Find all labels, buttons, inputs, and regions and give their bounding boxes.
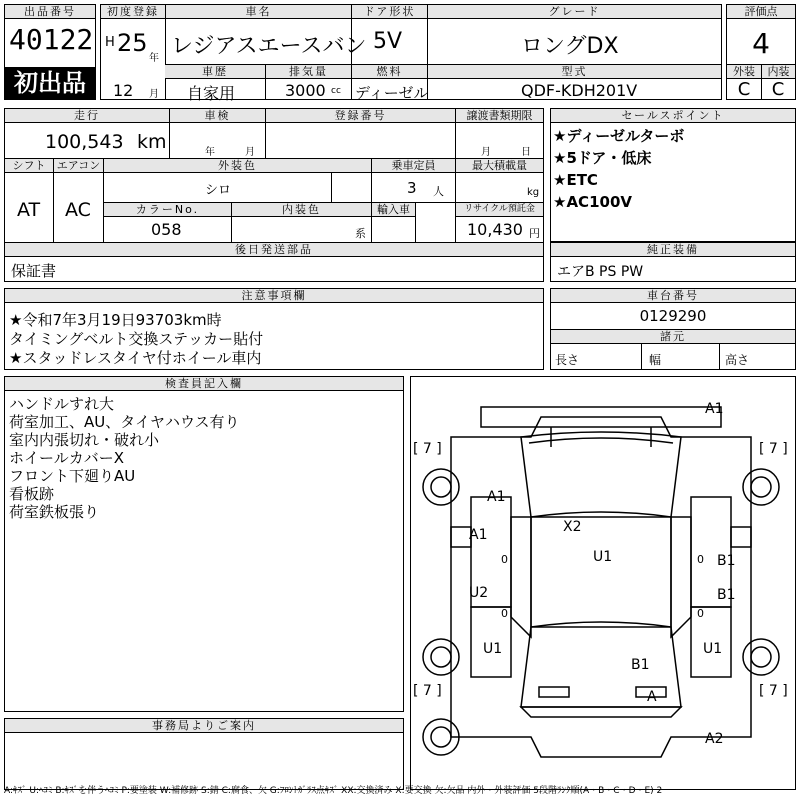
import-label: 輸入車 <box>371 203 415 217</box>
sales-points-box <box>550 108 796 242</box>
int-grade-label: 内装 <box>761 65 795 79</box>
capacity-value: 3 <box>407 179 417 197</box>
inspector-line: 荷室加工、AU、タイヤハウス有り <box>9 413 240 431</box>
later-parts-label: 後日発送部品 <box>5 243 543 257</box>
inspector-label: 検査員記入欄 <box>5 377 403 391</box>
max-load-label: 最大積載量 <box>455 159 543 173</box>
car-name: レジアスエースバン <box>171 34 367 59</box>
displacement-unit: cc <box>331 86 341 96</box>
reg-year: 25 <box>117 29 148 57</box>
mileage-unit: km <box>137 131 167 153</box>
genuine-equipment-box <box>550 242 796 282</box>
tire-tread-right-front: [ 7 ] <box>759 441 788 457</box>
reg-month: 12 <box>113 81 134 100</box>
damage-mark: U2 <box>469 585 489 601</box>
inspector-line: 看板跡 <box>9 485 55 503</box>
sales-point: ★5ドア・低床 <box>553 149 652 167</box>
door-mark: 0 <box>501 607 508 620</box>
recycle-unit: 円 <box>529 227 540 240</box>
chassis-label: 車台番号 <box>551 289 795 303</box>
inspection-year-unit: 年 <box>205 147 215 158</box>
transfer-month-unit: 月 <box>481 147 491 158</box>
color-no-value: 058 <box>151 220 182 239</box>
sales-points-list <box>553 127 684 211</box>
reg-year-unit: 年 <box>149 53 159 64</box>
shift-label: シフト <box>5 159 53 173</box>
max-load-unit: kg <box>527 187 540 198</box>
int-grade-value: C <box>771 79 785 100</box>
damage-mark: B1 <box>631 657 650 673</box>
tire-tread-left-rear: [ 7 ] <box>413 683 442 699</box>
lot-number: 40122 <box>9 23 94 56</box>
damage-mark: U1 <box>703 641 723 657</box>
transfer-label: 譲渡書類期限 <box>455 109 543 123</box>
model-label: 型式 <box>427 65 721 79</box>
genuine-equipment-value: エアB PS PW <box>557 264 644 280</box>
chassis-value: 0129290 <box>639 307 707 325</box>
notes-label: 注意事項欄 <box>5 289 543 303</box>
fuel-label: 燃料 <box>351 65 427 79</box>
tire-tread-right-rear: [ 7 ] <box>759 683 788 699</box>
damage-mark: A1 <box>487 489 506 505</box>
recycle-value: 10,430 <box>467 220 523 239</box>
sales-point: ★ディーゼルターボ <box>553 127 685 145</box>
damage-mark: A <box>647 689 657 705</box>
ext-grade-label: 外装 <box>727 65 761 79</box>
detail-grid <box>4 108 544 282</box>
notes-box <box>4 288 544 370</box>
history-label: 車歴 <box>165 65 265 79</box>
door-mark: 0 <box>697 607 704 620</box>
int-color-unit: 系 <box>355 227 366 240</box>
mileage-label: 走行 <box>5 109 169 123</box>
ext-grade-value: C <box>737 79 751 100</box>
capacity-unit: 人 <box>433 185 444 198</box>
note-line: ★スタッドレスタイヤ付ホイール車内 <box>9 349 262 367</box>
door-label: ドア形状 <box>351 5 427 19</box>
grade-label: グレード <box>427 5 721 19</box>
model-value: QDF-KDH201V <box>521 81 638 100</box>
score-box <box>726 4 796 100</box>
damage-mark: U1 <box>593 549 613 565</box>
score-label: 評価点 <box>727 5 795 19</box>
door-mark: 0 <box>501 553 508 566</box>
reg-era: H <box>105 35 115 50</box>
door-mark: 0 <box>697 553 704 566</box>
inspection-label: 車検 <box>169 109 265 123</box>
spec-length-label: 長さ <box>555 353 580 367</box>
grade-value: ロングDX <box>521 34 619 59</box>
inspector-line: ハンドルすれ大 <box>9 395 115 413</box>
displacement-value: 3000 <box>285 81 326 100</box>
reg-number-label: 登録番号 <box>265 109 455 123</box>
damage-mark: A2 <box>705 731 724 747</box>
first-listing-badge: 初出品 <box>5 67 95 99</box>
specs-label: 諸元 <box>551 330 795 344</box>
note-line: ★令和7年3月19日93703km時 <box>9 311 222 329</box>
door-value: 5V <box>373 29 403 54</box>
inspection-month-unit: 月 <box>245 147 255 158</box>
note-line: タイミングベルト交換ステッカー貼付 <box>9 330 264 348</box>
score-value: 4 <box>752 27 770 60</box>
lot-label: 出品番号 <box>5 5 95 19</box>
spec-width-label: 幅 <box>649 353 662 367</box>
damage-mark: B1 <box>717 553 736 569</box>
ext-color-label: 外装色 <box>103 159 371 173</box>
shift-value: AT <box>17 199 41 221</box>
car-diagram <box>410 376 796 790</box>
tire-tread-left-front: [ 7 ] <box>413 441 442 457</box>
aircon-label: エアコン <box>53 159 103 173</box>
car-outline <box>411 377 795 789</box>
mileage-value: 100,543 <box>45 131 124 153</box>
later-parts-value: 保証書 <box>11 262 57 280</box>
fuel-value: ディーゼル <box>355 84 429 102</box>
int-color-label: 内装色 <box>231 203 371 217</box>
lot-number-box <box>4 4 96 100</box>
car-name-label: 車名 <box>165 5 351 19</box>
reg-month-unit: 月 <box>149 89 159 100</box>
transfer-day-unit: 日 <box>521 147 531 158</box>
sales-points-label: セールスポイント <box>551 109 795 123</box>
damage-mark: A1 <box>469 527 488 543</box>
sales-point: ★ETC <box>553 171 598 189</box>
damage-mark: U1 <box>483 641 503 657</box>
inspector-line: フロント下廻りAU <box>9 467 136 485</box>
top-grid <box>100 4 722 103</box>
reg-label: 初度登録 <box>101 5 165 19</box>
capacity-label: 乗車定員 <box>371 159 455 173</box>
recycle-label: リサイクル預託金 <box>455 203 543 217</box>
legend-text: A:ｷｽﾞ U:ﾍｺﾐ B:ｷｽﾞを伴うﾍｺﾐ P:要塗装 W:補修跡 S:錆 C:腐食、欠 G:ﾌﾛﾝﾄｶﾞﾗｽ点ｷｽﾞ XX:交換済み X:要交換 欠:欠品 内外・外装評価 5段階ﾗﾝｸ順(A・B・C・D・E) 2 <box>4 786 663 796</box>
inspector-line: 荷室鉄板張り <box>9 503 100 521</box>
inspector-line: 室内内張切れ・破れ小 <box>9 431 160 449</box>
damage-mark: A1 <box>705 401 724 417</box>
spec-height-label: 高さ <box>725 353 750 367</box>
aircon-value: AC <box>65 199 91 221</box>
ext-color-value: シロ <box>205 183 232 198</box>
inspector-line: ホイールカバーX <box>9 449 124 467</box>
color-no-label: カラーNo. <box>103 203 231 217</box>
damage-mark: X2 <box>563 519 582 535</box>
office-label: 事務局よりご案内 <box>5 719 403 733</box>
office-box <box>4 718 404 790</box>
history-value: 自家用 <box>187 84 236 103</box>
damage-mark: B1 <box>717 587 736 603</box>
inspector-box <box>4 376 404 712</box>
genuine-equipment-label: 純正装備 <box>551 243 795 257</box>
displacement-label: 排気量 <box>265 65 351 79</box>
chassis-box <box>550 288 796 370</box>
sales-point: ★AC100V <box>553 193 632 211</box>
